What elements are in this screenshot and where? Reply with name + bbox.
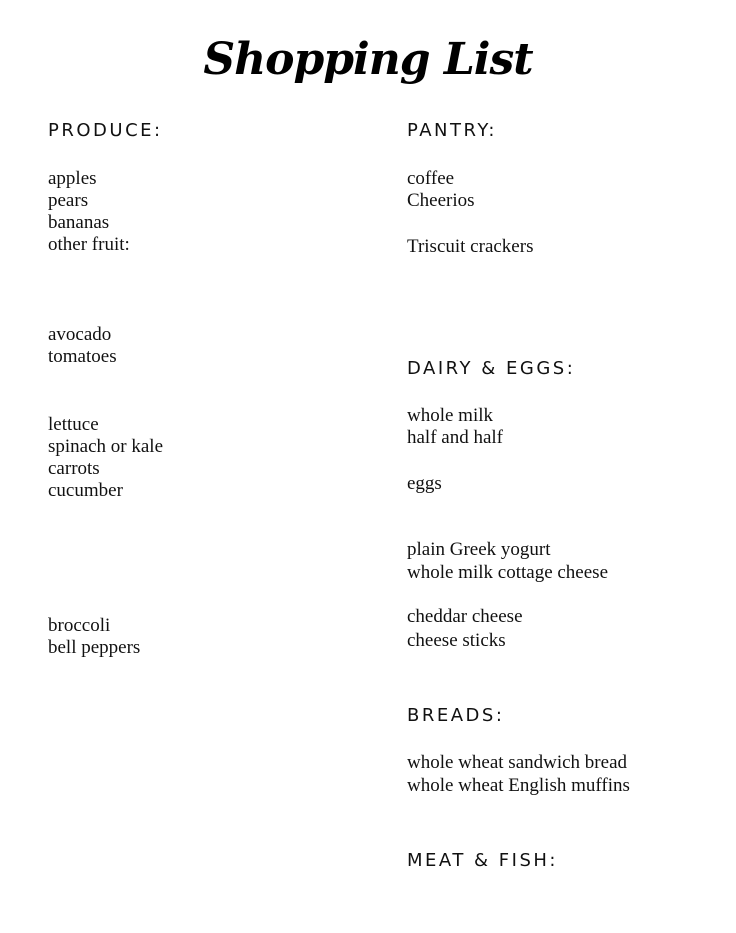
pantry-heading: PANTRY: [407,120,498,141]
breads-item-sandwich-bread: whole wheat sandwich bread [407,752,628,773]
produce-item-other-fruit: other fruit: [48,234,130,255]
pantry-item-cheerios: Cheerios [407,190,475,211]
pantry-item-coffee: coffee [407,168,455,189]
dairy-item-whole-milk: whole milk [407,405,494,426]
breads-heading: BREADS: [407,705,505,726]
produce-item-spinach-kale: spinach or kale [48,436,164,457]
produce-item-tomatoes: tomatoes [48,346,117,367]
produce-item-carrots: carrots [48,458,100,479]
dairy-item-cheddar: cheddar cheese [407,606,523,627]
pantry-item-triscuit: Triscuit crackers [407,236,534,257]
produce-item-apples: apples [48,168,97,189]
breads-item-english-muffins: whole wheat English muffins [407,775,630,796]
produce-item-cucumber: cucumber [48,480,123,501]
meat-heading: MEAT & FISH: [407,850,558,871]
produce-item-lettuce: lettuce [48,414,99,435]
produce-item-avocado: avocado [48,324,112,345]
dairy-item-eggs: eggs [407,473,442,494]
produce-item-broccoli: broccoli [48,615,111,636]
dairy-item-greek-yogurt: plain Greek yogurt [407,539,551,560]
dairy-item-half-and-half: half and half [407,427,504,448]
produce-item-bananas: bananas [48,212,110,233]
page-title: Shopping List [203,34,533,85]
produce-heading: PRODUCE: [48,120,163,141]
dairy-item-cheese-sticks: cheese sticks [407,630,506,651]
dairy-heading: DAIRY & EGGS: [407,358,576,379]
produce-item-pears: pears [48,190,89,211]
produce-item-bell-peppers: bell peppers [48,637,141,658]
dairy-item-cottage-cheese: whole milk cottage cheese [407,562,609,583]
